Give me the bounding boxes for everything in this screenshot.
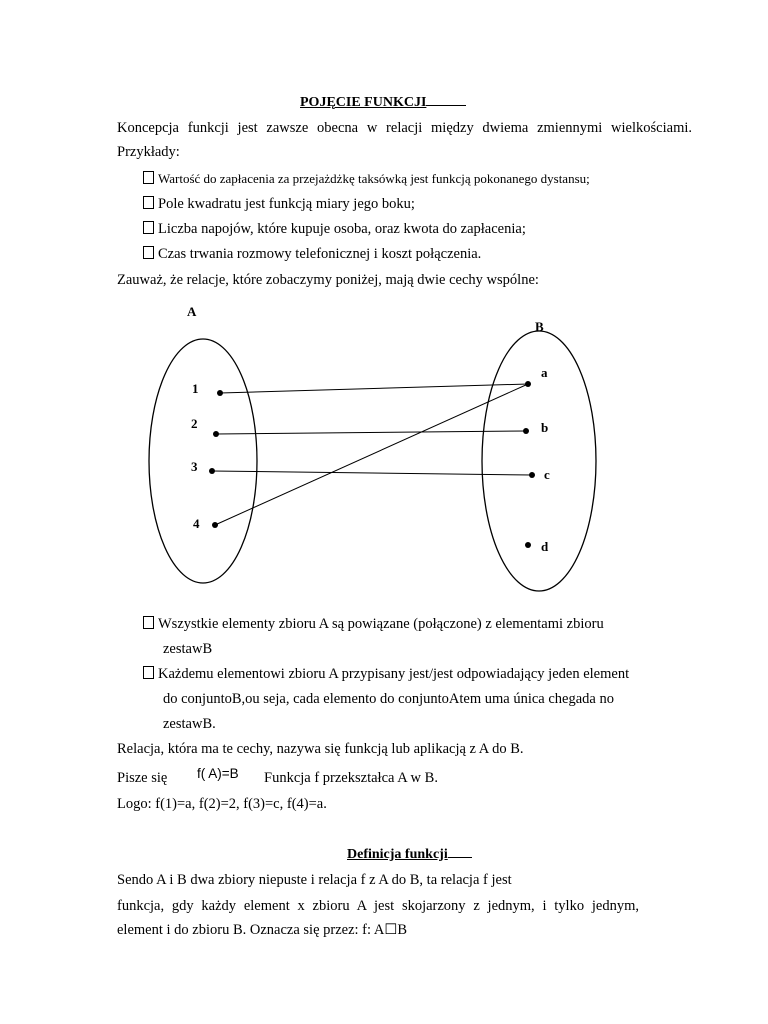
- set-b-label: B: [535, 319, 544, 334]
- intro-line-2: Przykłady:: [117, 144, 180, 160]
- arrow-3-c: [212, 471, 532, 475]
- arrows: [212, 384, 532, 525]
- checkbox-glyph-icon: [143, 616, 154, 629]
- point-a-1: [217, 390, 223, 396]
- element-label-1: 1: [192, 381, 199, 396]
- element-label-3: 3: [191, 459, 198, 474]
- logo-line: Logo: f(1)=a, f(2)=2, f(3)=c, f(4)=a.: [117, 796, 327, 812]
- feature-continuation: do conjuntoB,ou seja, cada elemento do conjuntoAtem uma única chegada no: [163, 691, 614, 707]
- element-label-c: c: [544, 467, 550, 482]
- arrow-1-a: [220, 384, 528, 393]
- set-a-label: A: [187, 304, 197, 319]
- point-b-b: [523, 428, 529, 434]
- example-item: Wartość do zapłacenia za przejażdżkę taksówką jest funkcją pokonanego dystansu;: [143, 170, 590, 188]
- arrow-4-a: [215, 384, 528, 525]
- point-b-a: [525, 381, 531, 387]
- definition-line-1: Sendo A i B dwa zbiory niepuste i relacja f z A do B, ta relacja f jest: [117, 872, 512, 888]
- checkbox-glyph-icon: [143, 666, 154, 679]
- point-b-d: [525, 542, 531, 548]
- feature-item: Wszystkie elementy zbioru A są powiązane (połączone) z elementami zbioru: [143, 615, 604, 633]
- element-label-b: b: [541, 420, 549, 435]
- points-a: [209, 390, 223, 528]
- example-item: Pole kwadratu jest funkcją miary jego boku;: [143, 195, 415, 213]
- formula: f( A)=B: [197, 766, 239, 781]
- point-a-4: [212, 522, 218, 528]
- point-a-2: [213, 431, 219, 437]
- example-item: Czas trwania rozmowy telefonicznej i koszt połączenia.: [143, 245, 481, 263]
- element-label-2: 2: [191, 416, 198, 431]
- element-label-d: d: [541, 539, 549, 554]
- element-label-a: a: [541, 365, 548, 380]
- intro-line-1: Koncepcja funkcji jest zawsze obecna w relacji między dwiema zmiennymi wielkościami.: [117, 120, 692, 136]
- definition-line-3: element i do zbioru B. Oznacza się przez: f: A☐B: [117, 922, 408, 938]
- definition-heading: Definicja funkcji: [347, 846, 472, 864]
- feature-continuation: zestawB: [163, 641, 213, 657]
- points-b: [523, 381, 535, 548]
- note-text: Zauważ, że relacje, które zobaczymy poniżej, mają dwie cechy wspólne:: [117, 272, 539, 288]
- relation-text: Relacja, która ma te cechy, nazywa się funkcją lub aplikacją z A do B.: [117, 741, 524, 757]
- pisze-suffix: Funkcja f przekształca A w B.: [264, 770, 438, 786]
- page-title: POJĘCIE FUNKCJI: [300, 94, 466, 112]
- set-a-ellipse: [149, 339, 257, 583]
- point-b-c: [529, 472, 535, 478]
- example-item: Liczba napojów, które kupuje osoba, oraz kwota do zapłacenia;: [143, 220, 526, 238]
- feature-item: Każdemu elementowi zbioru A przypisany jest/jest odpowiadający jeden element: [143, 665, 629, 683]
- element-label-4: 4: [193, 516, 200, 531]
- pisze-prefix: Pisze się: [117, 770, 168, 786]
- set-b-ellipse: [482, 331, 596, 591]
- feature-continuation: zestawB.: [163, 716, 216, 732]
- definition-line-2: funkcja, gdy każdy element x zbioru A jest skojarzony z jednym, i tylko jednym,: [117, 898, 639, 914]
- arrow-2-b: [216, 431, 526, 434]
- point-a-3: [209, 468, 215, 474]
